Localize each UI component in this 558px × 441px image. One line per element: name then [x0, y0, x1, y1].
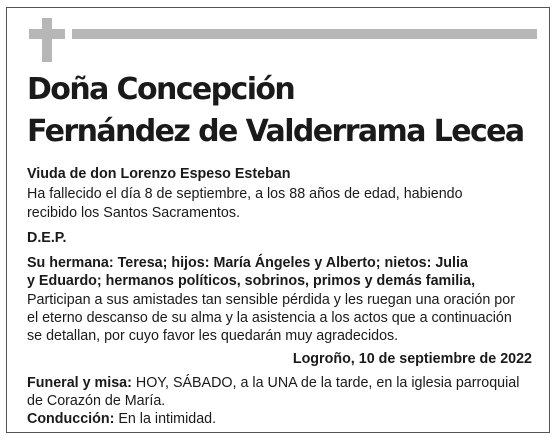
- cross-icon: [29, 18, 65, 62]
- conduction-label: Conducción:: [27, 411, 115, 427]
- deceased-name-line2: Fernández de Valderrama Lecea: [27, 114, 524, 149]
- invitation-line2: el eterno descanso de su alma y la asistencia a los actos que a continuación: [27, 310, 512, 326]
- place-date: Logroño, 10 de septiembre de 2022: [292, 351, 532, 367]
- invitation-line3: se detallan, por cuyo favor les quedarán muy agradecidos.: [27, 328, 399, 344]
- family-line2: y Eduardo; hermanos políticos, sobrinos, primos y demás familia,: [27, 273, 476, 289]
- death-info-line2: recibido los Santos Sacramentos.: [27, 205, 240, 221]
- widow-of: Viuda de don Lorenzo Espeso Esteban: [27, 166, 291, 182]
- funeral-label: Funeral y misa:: [27, 375, 132, 391]
- conduction-line: [27, 411, 216, 428]
- funeral-details: HOY, SÁBADO, a la UNA de la tarde, en la iglesia parroquial: [131, 375, 520, 391]
- family-line1: Su hermana: Teresa; hijos: María Ángeles y Alberto; nietos: Julia: [27, 255, 468, 271]
- death-info-line1: Ha fallecido el día 8 de septiembre, a los 88 años de edad, habiendo: [27, 186, 463, 202]
- funeral-line2: de Corazón de María.: [27, 393, 166, 409]
- funeral-line1: [27, 375, 519, 392]
- conduction-text: En la intimidad.: [114, 411, 217, 427]
- deceased-name-line1: Doña Concepción: [27, 72, 295, 107]
- rip: D.E.P.: [27, 230, 67, 246]
- invitation-line1: Participan a sus amistades tan sensible pérdida y les ruegan una oración por: [27, 292, 515, 308]
- header-rule: [72, 29, 537, 39]
